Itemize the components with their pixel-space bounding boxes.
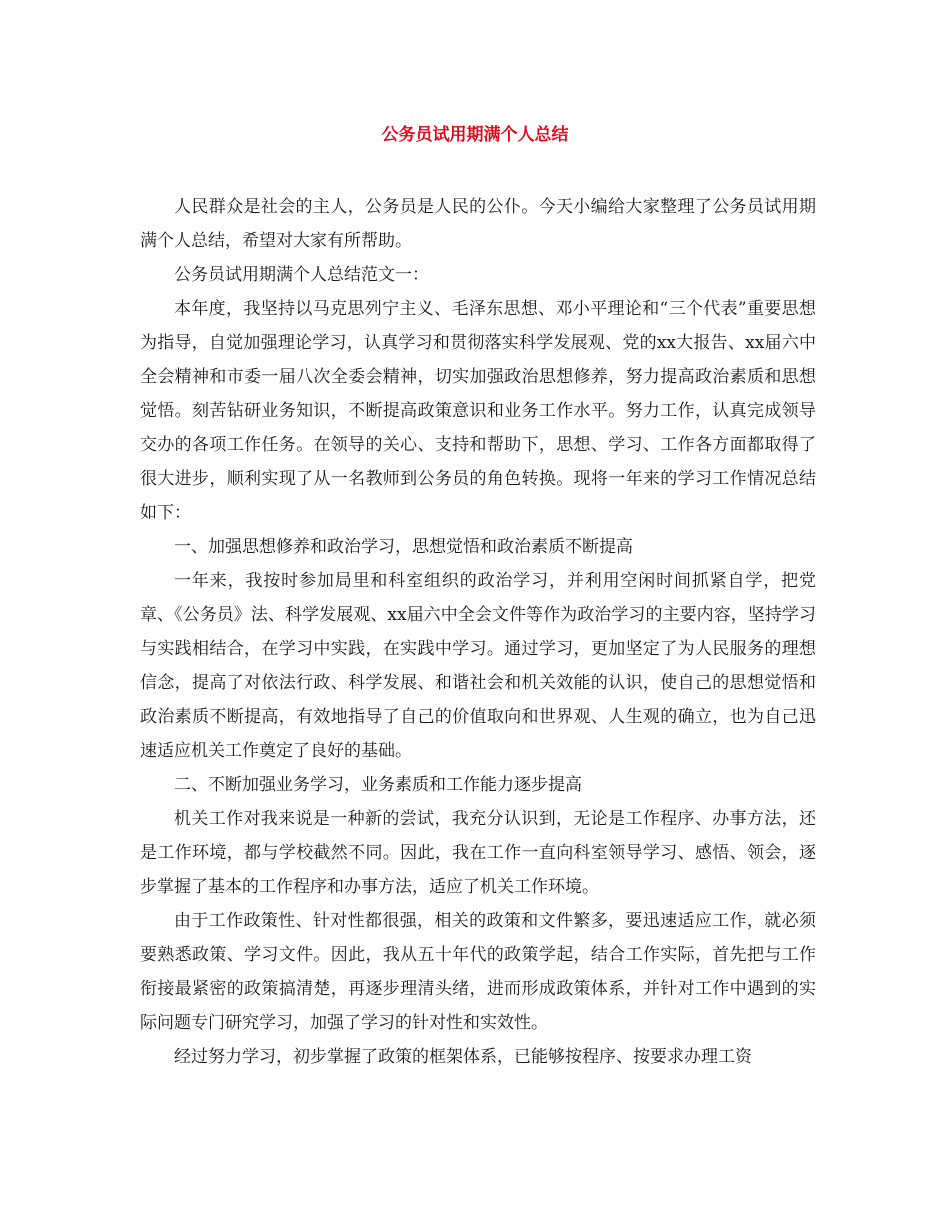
paragraph-political-study: 一年来，我按时参加局里和科室组织的政治学习，并利用空闲时间抓紧自学，把党章、《公务员》法、科学发展观、xx届六中全会文件等作为政治学习的主要内容，坚持学习与实践相结合，在学习中实践，在实践中学习。通过学习，更加坚定了为人民服务的理想信念，提高了对依法行政、科学发展、和谐社会和机关效能的认识，使自己的思想觉悟和政治素质不断提高，有效地指导了自己的价值取向和世界观、人生观的确立，也为自己迅速适应机关工作奠定了良好的基础。 bbox=[140, 571, 816, 761]
section-heading-2: 二、不断加强业务学习，业务素质和工作能力逐步提高 bbox=[174, 775, 582, 795]
document-title: 公务员试用期满个人总结 bbox=[381, 125, 569, 145]
paragraph-results: 经过努力学习，初步掌握了政策的框架体系，已能够按程序、按要求办理工资 bbox=[174, 1047, 752, 1067]
paragraph-work-adaptation: 机关工作对我来说是一种新的尝试，我充分认识到，无论是工作程序、办事方法，还是工作环境，都与学校截然不同。因此，我在工作一直向科室领导学习、感悟、领会，逐步掌握了基本的工作程序和办事方法，适应了机关工作环境。 bbox=[140, 809, 816, 897]
paragraph-intro: 人民群众是社会的主人，公务员是人民的公仆。今天小编给大家整理了公务员试用期满个人总结，希望对大家有所帮助。 bbox=[140, 197, 816, 251]
paragraph-policy-study: 由于工作政策性、针对性都很强，相关的政策和文件繁多，要迅速适应工作，就必须要熟悉政策、学习文件。因此，我从五十年代的政策学起，结合工作实际，首先把与工作衔接最紧密的政策搞清楚，再逐步理清头绪，进而形成政策体系，并针对工作中遇到的实际问题专门研究学习，加强了学习的针对性和实效性。 bbox=[140, 911, 816, 1033]
section-heading-1: 一、加强思想修养和政治学习，思想觉悟和政治素质不断提高 bbox=[174, 537, 633, 557]
document-body bbox=[140, 190, 816, 1074]
paragraph-sample-heading: 公务员试用期满个人总结范文一： bbox=[174, 265, 429, 285]
paragraph-overview: 本年度，我坚持以马克思列宁主义、毛泽东思想、邓小平理论和“三个代表”重要思想为指导，自觉加强理论学习，认真学习和贯彻落实科学发展观、党的xx大报告、xx届六中全会精神和市委一届八次全委会精神，切实加强政治思想修养，努力提高政治素质和思想觉悟。刻苦钻研业务知识，不断提高政策意识和业务工作水平。努力工作，认真完成领导交办的各项工作任务。在领导的关心、支持和帮助下，思想、学习、工作各方面都取得了很大进步，顺利实现了从一名教师到公务员的角色转换。现将一年来的学习工作情况总结如下： bbox=[140, 299, 816, 523]
